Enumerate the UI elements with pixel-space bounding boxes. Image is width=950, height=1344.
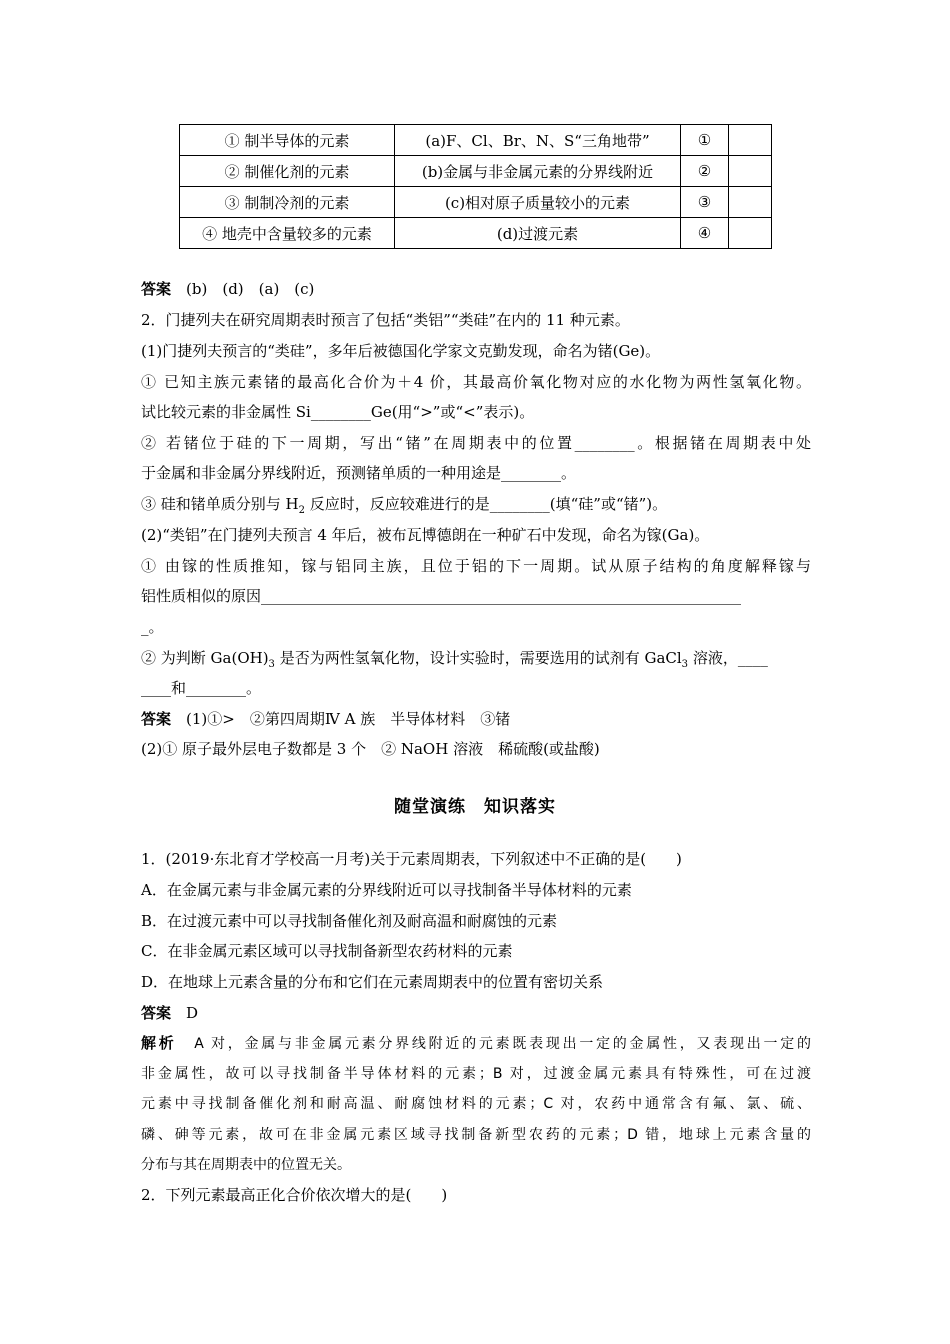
- q2-part1-item1-a: ① 已知主族元素锗的最高化合价为＋4 价，其最高价氧化物对应的水化物为两性氢氧化物。: [141, 373, 811, 391]
- text-segment: 溶液，____: [688, 649, 768, 667]
- subscript: 2: [298, 505, 305, 516]
- q2-part1: (1)门捷列夫预言的“类硅”，多年后被德国化学家文克勤发现，命名为锗(Ge)。: [141, 342, 661, 360]
- table-cell-answer: [729, 156, 772, 187]
- subscript: 3: [681, 659, 689, 670]
- answer-label: 答案: [141, 1004, 172, 1022]
- p1-explanation-3: 元素中寻找制备催化剂和耐高温、耐腐蚀材料的元素；C 对，农药中通常含有氟、氯、硫、: [141, 1096, 811, 1112]
- p1-option-c: C．在非金属元素区域可以寻找制备新型农药材料的元素: [141, 942, 513, 960]
- matching-table: [179, 124, 772, 249]
- answer-text: (1)①> ②第四周期Ⅳ A 族 半导体材料 ③锗: [186, 710, 511, 728]
- p2-stem: 2．下列元素最高正化合价依次增大的是( ): [141, 1186, 448, 1204]
- table-cell-num: ②: [681, 156, 729, 187]
- q2-stem: 2．门捷列夫在研究周期表时预言了包括“类铝”“类硅”在内的 11 种元素。: [141, 311, 630, 329]
- q2-part1-item2-a: ② 若锗位于硅的下一周期，写出“锗”在周期表中的位置________。根据锗在周期表中处: [141, 434, 811, 452]
- text-segment: 是否为两性氢氧化物，设计实验时，需要选用的试剂有 GaCl: [274, 649, 682, 667]
- section-title: 随堂演练 知识落实: [394, 797, 556, 817]
- table-cell-region: (a)F、Cl、Br、N、S“三角地带”: [395, 125, 681, 156]
- q2-part2-item2-a: [141, 648, 811, 668]
- explanation-label: 解析: [141, 1034, 177, 1052]
- table-cell-region: (b)金属与非金属元素的分界线附近: [395, 156, 681, 187]
- table-cell-use: ④ 地壳中含量较多的元素: [180, 218, 395, 249]
- p1-explanation-5: 分布与其在周期表中的位置无关。: [141, 1157, 351, 1173]
- table-row: [180, 187, 772, 218]
- table-row: [180, 218, 772, 249]
- q2-part2-item1-b: 铝性质相似的原因________________________________________________________________: [141, 587, 742, 605]
- p1-option-a: A．在金属元素与非金属元素的分界线附近可以寻找制备半导体材料的元素: [141, 881, 632, 899]
- q2-part2: (2)“类铝”在门捷列夫预言 4 年后，被布瓦博德朗在一种矿石中发现，命名为镓(Ga)。: [141, 526, 710, 544]
- table-cell-answer: [729, 125, 772, 156]
- q2-part1-item1-b: 试比较元素的非金属性 Si________Ge(用“>”或“<”表示)。: [141, 403, 535, 421]
- p1-explanation-1: [141, 1033, 811, 1054]
- q2-part2-item1-c: _。: [141, 618, 164, 636]
- table-cell-region: (d)过渡元素: [395, 218, 681, 249]
- answer-text: (b) (d) (a) (c): [186, 280, 315, 298]
- text-segment: ② 为判断 Ga(OH): [141, 649, 269, 667]
- text-segment: 反应时，反应较难进行的是________(填“硅”或“锗”)。: [305, 495, 668, 513]
- table-cell-use: ① 制半导体的元素: [180, 125, 395, 156]
- q2-part2-item2-b: ____和________。: [141, 679, 262, 697]
- q2-answer-2: (2)① 原子最外层电子数都是 3 个 ② NaOH 溶液 稀硫酸(或盐酸): [141, 740, 600, 758]
- q2-part1-item3: [141, 494, 811, 514]
- q2-part2-item1-a: ① 由镓的性质推知，镓与铝同主族，且位于铝的下一周期。试从原子结构的角度解释镓与: [141, 557, 811, 575]
- q2-answer-1: [141, 709, 811, 729]
- explanation-text: A 对，金属与非金属元素分界线附近的元素既表现出一定的金属性，又表现出一定的: [194, 1036, 811, 1052]
- p1-answer: [141, 1003, 811, 1023]
- table-cell-num: ①: [681, 125, 729, 156]
- answer-label: 答案: [141, 280, 172, 298]
- p1-option-d: D．在地球上元素含量的分布和它们在元素周期表中的位置有密切关系: [141, 973, 604, 991]
- text-segment: ③ 硅和锗单质分别与 H: [141, 495, 299, 513]
- table-cell-num: ④: [681, 218, 729, 249]
- table-row: [180, 156, 772, 187]
- table-cell-answer: [729, 187, 772, 218]
- q2-part1-item2-b: 于金属和非金属分界线附近，预测锗单质的一种用途是________。: [141, 464, 577, 482]
- answer-text: D: [186, 1004, 199, 1022]
- answer-label: 答案: [141, 710, 172, 728]
- p1-explanation-2: 非金属性，故可以寻找制备半导体材料的元素；B 对，过渡金属元素具有特殊性，可在过渡: [141, 1066, 811, 1082]
- p1-stem: 1．(2019·东北育才学校高一月考)关于元素周期表，下列叙述中不正确的是( ): [141, 850, 682, 868]
- table-cell-num: ③: [681, 187, 729, 218]
- q1-answer: [141, 279, 811, 299]
- table-cell-use: ③ 制制冷剂的元素: [180, 187, 395, 218]
- table-row: [180, 125, 772, 156]
- p1-explanation-4: 磷、砷等元素，故可在非金属元素区域寻找制备新型农药的元素；D 错，地球上元素含量的: [141, 1127, 811, 1143]
- table-cell-region: (c)相对原子质量较小的元素: [395, 187, 681, 218]
- subscript: 3: [268, 659, 275, 670]
- p1-option-b: B．在过渡元素中可以寻找制备催化剂及耐高温和耐腐蚀的元素: [141, 912, 558, 930]
- table-cell-use: ② 制催化剂的元素: [180, 156, 395, 187]
- table-cell-answer: [729, 218, 772, 249]
